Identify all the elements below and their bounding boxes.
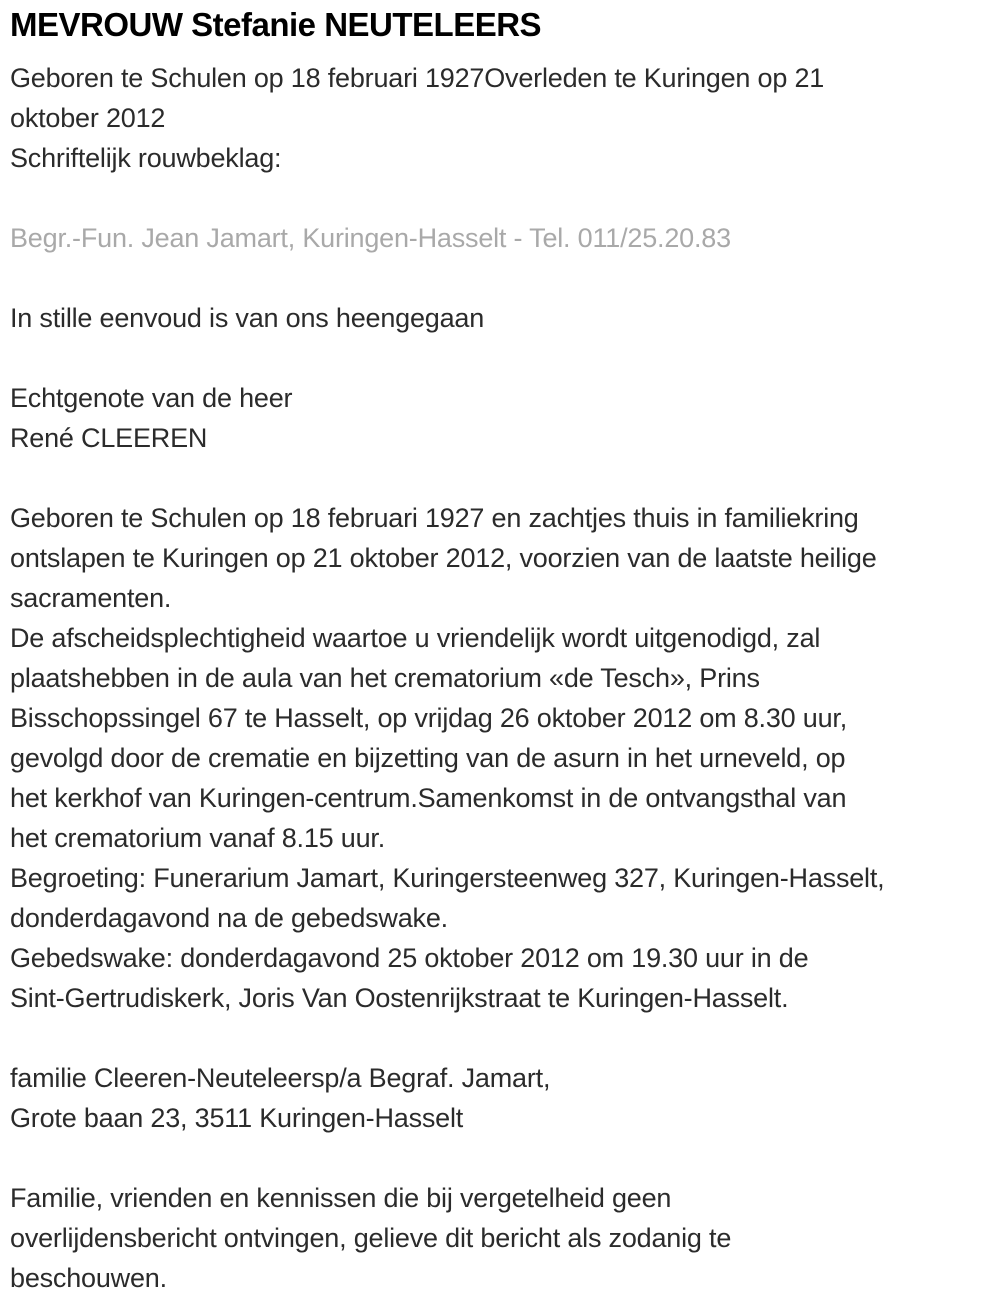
- contact-address-line: Grote baan 23, 3511 Kuringen-Hasselt: [10, 1103, 464, 1133]
- closing-block: [10, 1178, 988, 1298]
- funeral-home-line: Begr.-Fun. Jean Jamart, Kuringen-Hasselt - Tel. 011/25.20.83: [10, 223, 731, 253]
- funeral-home-block: [10, 218, 988, 258]
- announcement-block: [10, 498, 988, 1018]
- contact-family-line: familie Cleeren-Neuteleersp/a Begraf. Jamart,: [10, 1063, 551, 1093]
- spouse-intro-line: Echtgenote van de heer: [10, 383, 293, 413]
- announcement-line: sacramenten.: [10, 583, 172, 613]
- announcement-line: Begroeting: Funerarium Jamart, Kuringersteenweg 327, Kuringen-Hasselt,: [10, 863, 885, 893]
- birth-death-line: Geboren te Schulen op 18 februari 1927Overleden te Kuringen op 21: [10, 63, 825, 93]
- announcement-line: het crematorium vanaf 8.15 uur.: [10, 823, 386, 853]
- spouse-block: [10, 378, 988, 458]
- announcement-line: Geboren te Schulen op 18 februari 1927 en zachtjes thuis in familiekring: [10, 503, 859, 533]
- closing-line: Familie, vrienden en kennissen die bij vergetelheid geen: [10, 1183, 672, 1213]
- spouse-name-line: René CLEEREN: [10, 423, 208, 453]
- announcement-line: Sint-Gertrudiskerk, Joris Van Oostenrijkstraat te Kuringen-Hasselt.: [10, 983, 789, 1013]
- written-condolence-label: Schriftelijk rouwbeklag:: [10, 143, 282, 173]
- announcement-line: het kerkhof van Kuringen-centrum.Samenkomst in de ontvangsthal van: [10, 783, 847, 813]
- announcement-line: plaatshebben in de aula van het crematorium «de Tesch», Prins: [10, 663, 760, 693]
- page-title: MEVROUW Stefanie NEUTELEERS: [10, 6, 542, 43]
- closing-line: overlijdensbericht ontvingen, gelieve dit bericht als zodanig te: [10, 1223, 732, 1253]
- announcement-line: gevolgd door de crematie en bijzetting van de asurn in het urneveld, op: [10, 743, 846, 773]
- closing-line: beschouwen.: [10, 1263, 167, 1293]
- birth-death-line-wrap: oktober 2012: [10, 103, 166, 133]
- intro-block: [10, 58, 988, 178]
- opening-line: In stille eenvoud is van ons heengegaan: [10, 303, 485, 333]
- announcement-line: Bisschopssingel 67 te Hasselt, op vrijdag 26 oktober 2012 om 8.30 uur,: [10, 703, 848, 733]
- contact-block: [10, 1058, 988, 1138]
- announcement-line: donderdagavond na de gebedswake.: [10, 903, 448, 933]
- announcement-line: Gebedswake: donderdagavond 25 oktober 2012 om 19.30 uur in de: [10, 943, 809, 973]
- opening-block: [10, 298, 988, 338]
- announcement-line: ontslapen te Kuringen op 21 oktober 2012, voorzien van de laatste heilige: [10, 543, 877, 573]
- announcement-line: De afscheidsplechtigheid waartoe u vriendelijk wordt uitgenodigd, zal: [10, 623, 821, 653]
